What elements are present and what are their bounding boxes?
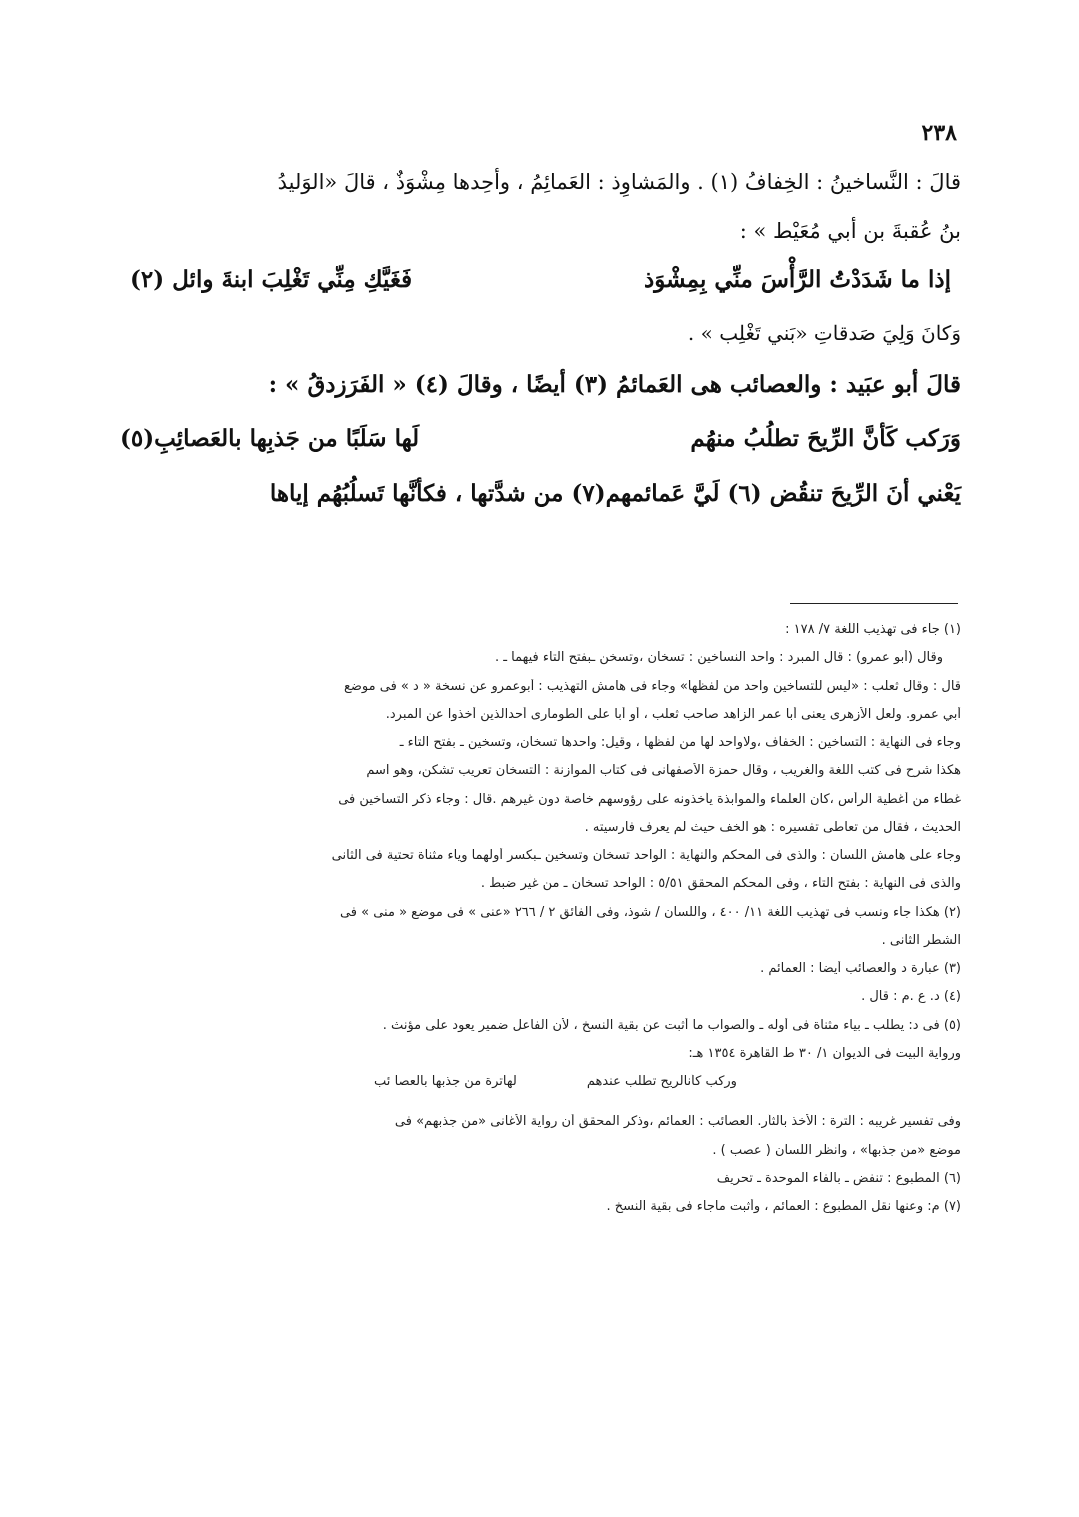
footnote-line: وجاء فى النهاية : التساخين : الخفاف ،ولاواحد لها من لفظها ، وقيل: واحدها تسخان، وتسخين ـ بفتح التاء ـ: [399, 735, 961, 750]
verse-hemistich-right: وركب كأنالريح تطلب عندهم: [586, 1074, 737, 1089]
verse-hemistich-right: إذا ما شَدَدْتُ الرَّأْسَ منِّي بِمِشْوَذ: [644, 266, 951, 294]
footnote-line: (١) جاء فى تهذيب اللغة ٧/ ١٧٨ :: [785, 622, 961, 637]
verse-2: [120, 425, 961, 452]
footnote-line: ورواية البيت فى الديوان ١/ ٣٠ ط القاهرة ١٣٥٤ هـ:: [688, 1045, 961, 1061]
footnote-line: الحديث ، فقال من تعاطى تفسيره : هو الخف حيث لم يعرف فارسيته .: [584, 819, 961, 835]
footnote-line: موضع «من جذبها» ، وانظر اللسان ( عصب ) .: [712, 1142, 961, 1158]
footnote-line: والذى فى النهاية : بفتح التاء ، وفى المحكم المحقق ٥/٥١ : الواحد تسخان ـ من غير ضبط .: [480, 876, 961, 892]
footnote-line: (٧) م: وعنها نقل المطبوع : العمائم ، وأثبت ماجاء فى بقية النسخ .: [606, 1199, 961, 1214]
footnotes: [150, 622, 961, 1227]
footnote-line: هكذا شرح فى كتب اللغة والغريب ، وقال حمزة الأصفهانى فى كتاب الموازنة : التسخان تعريب تشكن، وهو اسم: [366, 763, 961, 779]
text-line: قالَ أبو عبَيد : والعصائب هى العَمائمُ (٣) أيضًا ، وقالَ (٤) « الفَرَزدقُ » :: [268, 371, 961, 399]
footnote-line: وفى تفسير غريبه : الترة : الأخذ بالثأر. العصائب : العمائم ،وذكر المحقق أن رواية الأغانى «من جذبهم» فى: [394, 1114, 961, 1130]
text-line: يَعْني أنَ الرِّيحَ تنقُض (٦) لَيَّ عَمائمهم(٧) من شدَّتها ، فكأنَّها تَسلُبُهُم إياها: [269, 479, 961, 507]
footnote-verse: [150, 1074, 961, 1090]
text-line: وَكانَ وَلِيَ صَدقاتِ «بَني تَغْلِب » .: [687, 321, 961, 346]
text-line: بنُ عُقبةَ بن أبي مُعَيْط » :: [739, 219, 961, 244]
footnote-line: (٦) المطبوع : تنفض ـ بالفاء الموحدة ـ تحريف: [716, 1170, 961, 1186]
footnote-line: وجاء على هامش اللسان : والذى فى المحكم والنهاية : الواحد تسخان وتسخين ـبكسر أولهما وياء مثناة تحتية فى الثانى: [331, 848, 961, 863]
footnote-separator: [790, 603, 958, 604]
verse-hemistich-left: لهاترة من جذبها بالعصا ئب: [374, 1074, 517, 1089]
footnote-line: أبي عمرو. ولعل الأزهرى يعنى أبا عمر الزاهد صاحب ثعلب ، أو أبا على الطومارى أحدالذين أخذوا عن المبرد.: [385, 706, 961, 722]
verse-hemistich-left: لَها سَلَبًا من جَذبِها بالعَصائِبِ(٥): [120, 424, 420, 452]
text-line: قالَ : النَّساخينُ : الخِفافُ (١) . والمَشاوِذ : العَمائِمُ ، وأحِدها مِشْوَذٌ ، قالَ «الوَليدُ: [277, 170, 961, 194]
footnote-line: غطاء من أغطية الرأس ،كان العلماء والموابذة يأخذونه على رؤوسهم خاصة دون غيرهم .قال : وجاء ذكر التساخين فى: [338, 791, 961, 807]
verse-hemistich-left: فَغَيَّكِ مِنِّي تَغْلِبَ ابنةَ وائل (٢): [130, 266, 413, 294]
footnote-line: قال : وقال ثعلب : «ليس للتساخين واحد من لفظها» وجاء فى هامش التهذيب : أبوعمرو عن نسخة « د » فى موضع: [343, 678, 961, 694]
page-number: ٢٣٨: [921, 120, 957, 146]
footnote-line: (٣) عبارة د والعصائب أيضا : العمائم .: [760, 961, 961, 976]
main-text: [120, 170, 961, 508]
verse-hemistich-right: وَرَكب كَأنَّ الرِّيحَ تطلُبُ منهُم: [690, 424, 961, 452]
footnote-line: (٢) هكذا جاء ونسب فى تهذيب اللغة ١١/ ٤٠٠ ، واللسان / شوذ، وفى الفائق ٢ / ٢٦٦ «عنى » فى موضع « منى » فى: [339, 904, 961, 920]
footnote-line: (٥) فى د: يطلب ـ بياء مثناة فى أوله ـ والصواب ما أثبت عن بقية النسخ ، لأن الفاعل ضمير يعود على مؤنث .: [382, 1017, 961, 1033]
footnote-line: (٤) د. ع .م : قال .: [861, 989, 961, 1005]
verse-1: [130, 266, 951, 293]
footnote-line: وقال (أبو عمرو) : قال المبرد : واحد النساخين : تسخان ،وتسخن ـبفتح التاء فيهما ـ .: [494, 650, 943, 666]
footnote-line: الشطر الثانى .: [881, 932, 961, 948]
